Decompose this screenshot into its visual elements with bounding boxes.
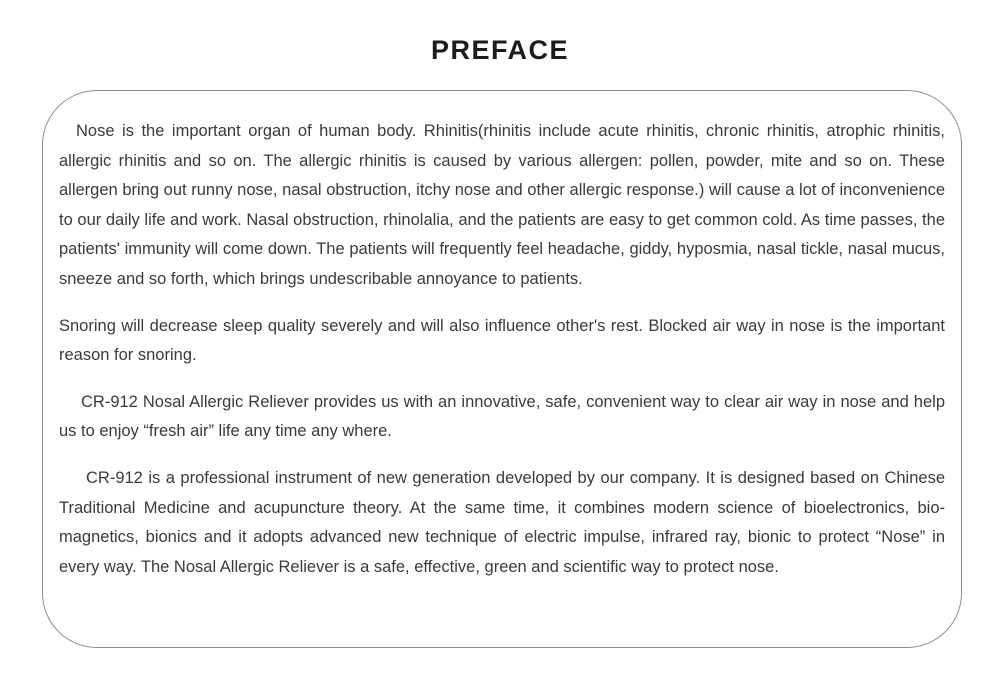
paragraph-reliever-intro: CR-912 Nosal Allergic Reliever provides us with an innovative, safe, convenient way to clear air way in nose and help us to enjoy “fresh air” life any time any where. [59,392,945,441]
page-title: PREFACE [430,35,570,65]
paragraph-instrument-description: CR-912 is a professional instrument of new generation developed by our company. It is designed based on Chinese Traditional Medicine and acupuncture theory. At the same time, it combines modern science of bioelectronics, bio-magnetics, bionics and it adopts advanced new technique of electric impulse, infrared ray, bionic to protect “Nose” in every way. The Nosal Allergic Reliever is a safe, effective, green and scientific way to protect nose. [59,468,945,576]
paragraph-rhinitis-intro: Nose is the important organ of human body. Rhinitis(rhinitis include acute rhinitis, chronic rhinitis, atrophic rhinitis, allergic rhinitis and so on. The allergic rhinitis is caused by various allergen: pollen, powder, mite and so on. These allergen bring out runny nose, nasal obstruction, itchy nose and other allergic response.) will cause a lot of inconvenience to our daily life and work. Nasal obstruction, rhinolalia, and the patients are easy to get common cold. As time passes, the patients' immunity will come down. The patients will frequently feel headache, giddy, hyposmia, nasal tickle, nasal mucus, sneeze and so forth, which brings undescribable annoyance to patients. [59,122,945,288]
content-border-box [42,90,962,648]
paragraph-snoring: Snoring will decrease sleep quality severely and will also influence other's rest. Blocked air way in nose is the important reason for snoring. [59,316,945,365]
